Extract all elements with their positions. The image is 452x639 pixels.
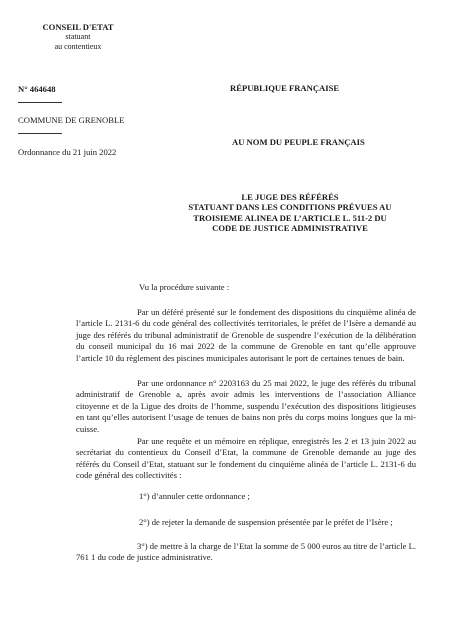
case-number: N° 464648 — [18, 84, 56, 94]
paragraph-text: Par une requête et un mémoire en réplique, enregistrés les 2 et 13 juin 2022 au secrétariat du contentieux du Conseil d’Etat, la commune de Grenoble demande au juge des référés du Conseil d’Etat, statuant sur le fondement du cinquième alinéa de l’article L. 2131-6 du code général des collectivités : — [76, 436, 416, 481]
judge-heading-line: CODE DE JUSTICE ADMINISTRATIVE — [212, 223, 368, 234]
paragraph-text: Par une ordonnance n° 2203163 du 25 mai 2022, le juge des référés du tribunal administratif de Grenoble a, après avoir admis les interventions de l’association Alliance citoyenne et de la Ligue des droits de l’homme, suspendu l’exécution des dispositions litigieuses en tant qu’elles autorisent l’usage de tenues de bains non près du corps moins longues que la mi-cuisse. — [76, 378, 416, 434]
request-item-2: 2°) de rejeter la demande de suspension présentée par le préfet de l’Isère ; — [139, 517, 393, 527]
divider — [18, 102, 62, 103]
court-line-2: statuant — [65, 32, 91, 41]
procedure-intro: Vu la procédure suivante : — [139, 282, 230, 292]
request-item-1: 1°) d’annuler cette ordonnance ; — [139, 491, 250, 501]
judge-heading-line: STATUANT DANS LES CONDITIONS PRÉVUES AU — [188, 202, 392, 213]
paragraph-text: 3°) de mettre à la charge de l’Etat la somme de 5 000 euros au titre de l’article L. 761 1 du code de justice administrative. — [76, 541, 416, 563]
divider — [18, 133, 62, 134]
case-party: COMMUNE DE GRENOBLE — [18, 115, 125, 125]
request-item-3 — [76, 541, 416, 564]
judge-heading — [175, 192, 405, 234]
court-line-3: au contentieux — [54, 41, 102, 51]
people-heading: AU NOM DU PEUPLE FRANÇAIS — [232, 137, 365, 147]
paragraph-1 — [76, 307, 416, 364]
paragraph-text: Par un déféré présenté sur le fondement des dispositions du cinquième alinéa de l’article L. 2131-6 du code général des collectivités territoriales, le préfet de l’Isère a demandé au juge des référés du tribunal administratif de Grenoble de suspendre l’exécution de la délibération du conseil municipal du 16 mai 2022 de la commune de Grenoble en tant qu’elle approuve l’article 10 du règlement des piscines municipales autorisant le port de certaines tenues de bain. — [76, 307, 416, 363]
paragraph-3 — [76, 436, 416, 482]
order-date: Ordonnance du 21 juin 2022 — [18, 147, 117, 157]
judge-heading-line: TROISIEME ALINEA DE L’ARTICLE L. 511-2 DU — [193, 212, 387, 223]
paragraph-2 — [76, 378, 416, 435]
court-name: CONSEIL D'ETAT — [42, 22, 114, 32]
republic-heading: RÉPUBLIQUE FRANÇAISE — [230, 83, 340, 93]
judge-heading-line: LE JUGE DES RÉFÉRÉS — [241, 192, 339, 202]
court-header — [18, 22, 138, 51]
